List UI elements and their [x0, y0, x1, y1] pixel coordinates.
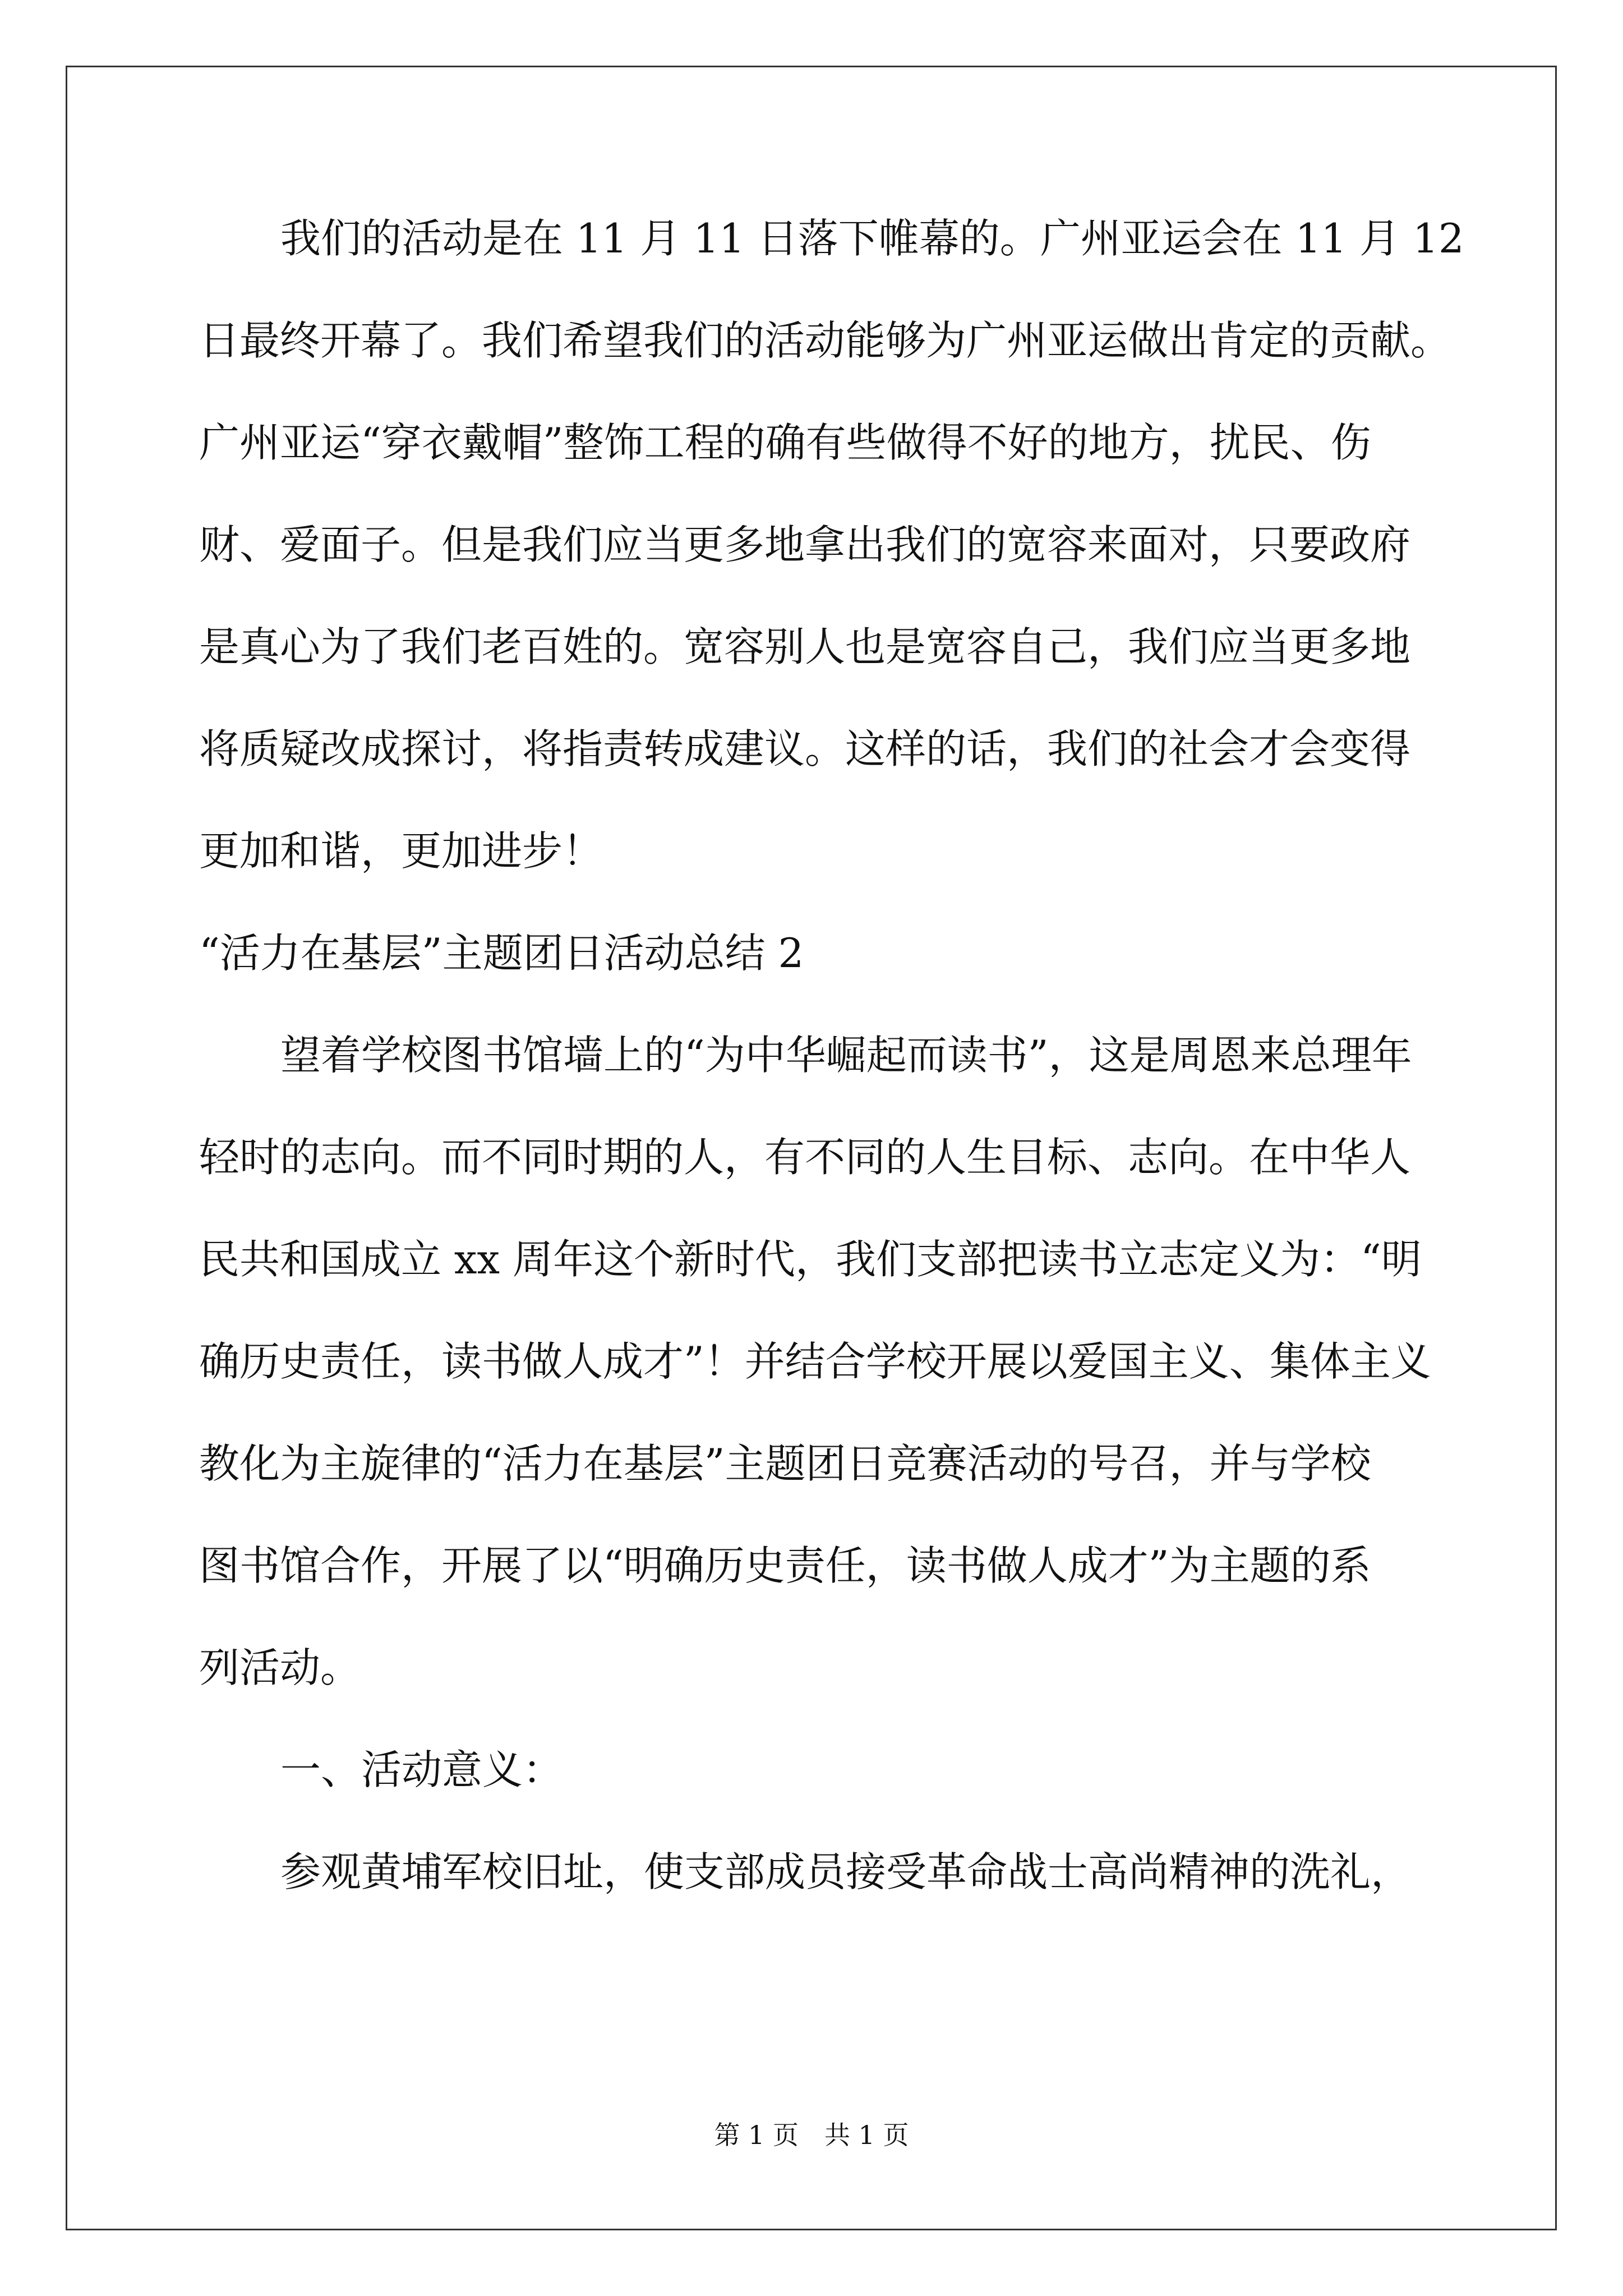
body-line: 广州亚运“穿衣戴帽”整饰工程的确有些做得不好的地方，扰民、伤: [199, 419, 1371, 466]
subheading: 一、活动意义：: [280, 1746, 564, 1793]
body-line: 轻时的志向。而不同时期的人，有不同的人生目标、志向。在中华人: [199, 1134, 1411, 1181]
body-line: 民共和国成立 xx 周年这个新时代，我们支部把读书立志定义为：“明: [199, 1236, 1422, 1283]
body-line: 图书馆合作，开展了以“明确历史责任，读书做人成才”为主题的系: [199, 1542, 1371, 1589]
page-footer: 第 1 页 共 1 页: [714, 2120, 909, 2150]
body-line: 列活动。: [199, 1644, 361, 1691]
body-line: 财、爱面子。但是我们应当更多地拿出我们的宽容来面对，只要政府: [199, 521, 1411, 568]
section-heading: “活力在基层”主题团日活动总结 2: [199, 930, 804, 977]
body-line: 将质疑改成探讨，将指责转成建议。这样的话，我们的社会才会变得: [199, 725, 1411, 772]
body-line: 更加和谐，更加进步！: [199, 827, 603, 875]
body-line: 确历史责任，读书做人成才”！并结合学校开展以爱国主义、集体主义: [199, 1338, 1431, 1385]
body-line: 是真心为了我们老百姓的。宽容别人也是宽容自己，我们应当更多地: [199, 623, 1411, 670]
body-line: 望着学校图书馆墙上的“为中华崛起而读书”，这是周恩来总理年: [280, 1032, 1412, 1079]
body-line: 日最终开幕了。我们希望我们的活动能够为广州亚运做出肯定的贡献。: [199, 317, 1451, 364]
body-line: 教化为主旋律的“活力在基层”主题团日竞赛活动的号召，并与学校: [199, 1440, 1371, 1487]
body-line: 参观黄埔军校旧址，使支部成员接受革命战士高尚精神的洗礼，: [280, 1848, 1412, 1895]
body-line: 我们的活动是在 11 月 11 日落下帷幕的。广州亚运会在 11 月 12: [280, 215, 1464, 262]
